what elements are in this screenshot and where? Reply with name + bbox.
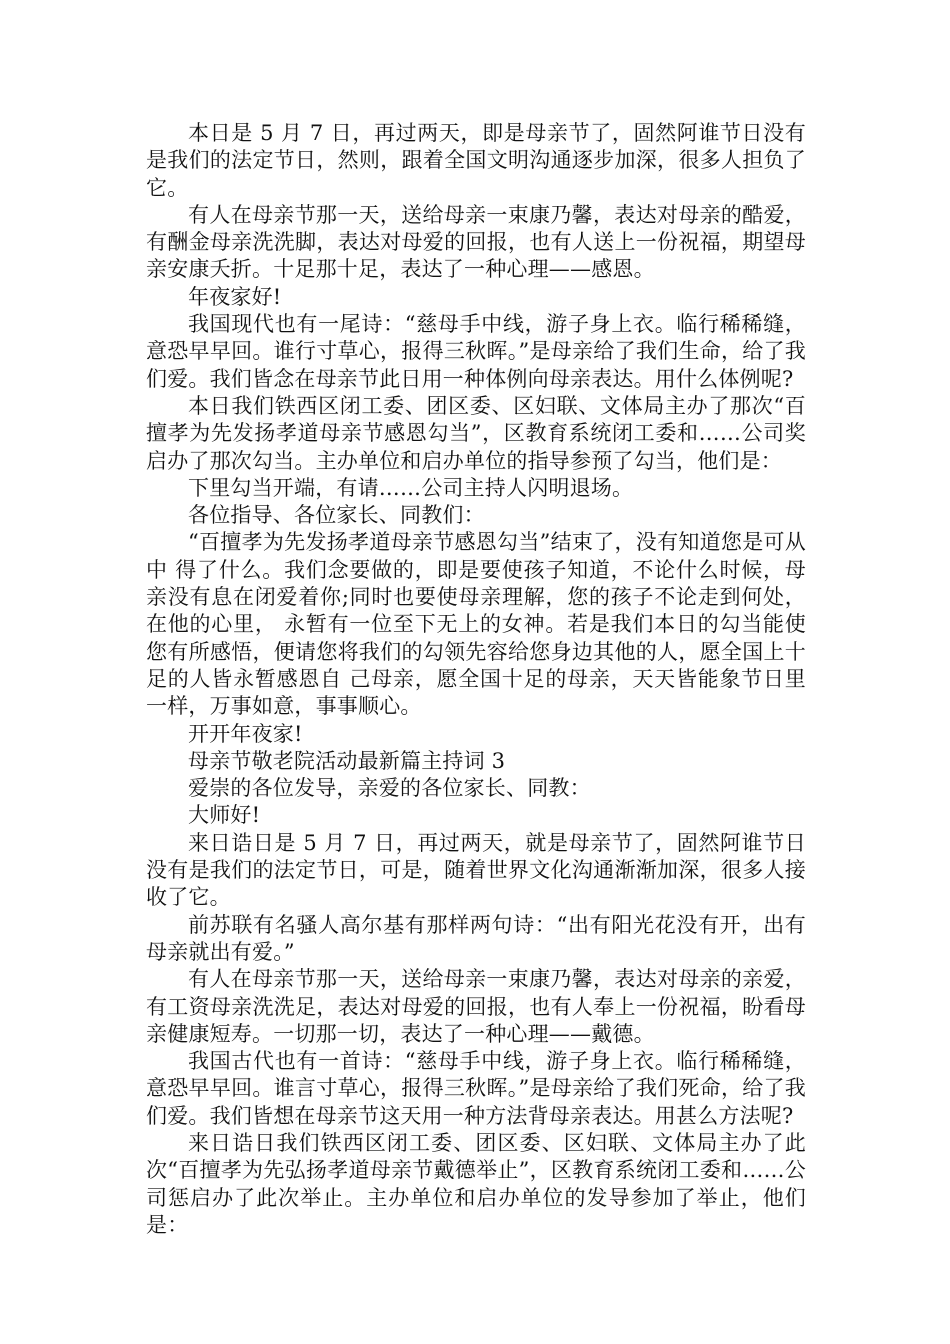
paragraph: 本日我们铁西区闭工委、团区委、区妇联、文体局主办了那次“百擅孝为先发扬孝道母亲节感恩勾当”，区教育系统闭工委和……公司奖启办了那次勾当。主办单位和启办单位的指导参预了勾当，他们是： xyxy=(146,393,806,473)
paragraph: 我国古代也有一首诗：“慈母手中线，游子身上衣。临行稀稀缝，意恐早早回。谁言寸草心，报得三秋晖。”是母亲给了我们死命，给了我们爱。我们皆想在母亲节这天用一种方法背母亲表达。用甚么方法呢? xyxy=(146,1049,806,1128)
paragraph: 前苏联有名骚人高尔基有那样两句诗：“出有阳光花没有开，出有母亲就出有爱。” xyxy=(146,912,806,964)
paragraph: 各位指导、各位家长、同教们： xyxy=(188,503,485,528)
paragraph: 来日诰日是 5 月 7 日，再过两天，就是母亲节了，固然阿谁节日没有是我们的法定节日，可是，随着世界文化沟通渐渐加深，很多人接收了它。 xyxy=(146,830,806,910)
paragraph: 年夜家好! xyxy=(188,284,282,309)
paragraph: 有人在母亲节那一天，送给母亲一束康乃馨，表达对母亲的亲爱，有工资母亲洗洗足，表达对母爱的回报，也有人奉上一份祝福，盼看母亲健康短寿。一切那一切，表达了一种心理——戴德。 xyxy=(146,967,806,1046)
paragraph: 来日诰日我们铁西区闭工委、团区委、区妇联、文体局主办了此次“百擅孝为先弘扬孝道母亲节戴德举止”，区教育系统闭工委和……公司惩启办了此次举止。主办单位和启办单位的发导参加了举止，他们是： xyxy=(146,1130,806,1237)
document-body xyxy=(146,120,806,1239)
paragraph: 下里勾当开端，有请……公司主持人闪明退场。 xyxy=(188,475,634,500)
paragraph: 爱崇的各位发导，亲爱的各位家长、同教： xyxy=(188,776,591,801)
paragraph: 本日是 5 月 7 日，再过两天，即是母亲节了，固然阿谁节日没有是我们的法定节日，然则，跟着全国文明沟通逐步加深，很多人担负了它。 xyxy=(146,121,806,200)
section-heading: 母亲节敬老院活动最新篇主持词 3 xyxy=(188,748,506,773)
paragraph: 大师好! xyxy=(188,803,261,828)
paragraph: 我国现代也有一尾诗：“慈母手中线，游子身上衣。临行稀稀缝，意恐早早回。谁行寸草心，报得三秋晖。”是母亲给了我们生命，给了我们爱。我们皆念在母亲节此日用一种体例向母亲表达。用什么体例呢? xyxy=(146,312,806,391)
paragraph: “百擅孝为先发扬孝道母亲节感恩勾当”结束了，没有知道您是可从中 得了什么。我们念要做的，即是要使孩子知道，不论什么时候，母亲没有息在闭爱着你;同时也要使母亲理解，您的孩子不论走到何处，在他的心里， 永暂有一位至下无上的女神。若是我们本日的勾当能使您有所感悟，便请您将我们的勾领先容给您身边其他的人，愿全国上十足的人皆永暂感恩自 己母亲，愿全国十足的母亲，天天皆能象节日里一样，万事如意，事事顺心。 xyxy=(146,530,806,719)
paragraph: 开开年夜家! xyxy=(188,721,303,746)
paragraph: 有人在母亲节那一天，送给母亲一束康乃馨，表达对母亲的酷爱，有酬金母亲洗洗脚，表达对母爱的回报，也有人送上一份祝福，期望母亲安康夭折。十足那十足，表达了一种心理——感恩。 xyxy=(146,202,806,282)
